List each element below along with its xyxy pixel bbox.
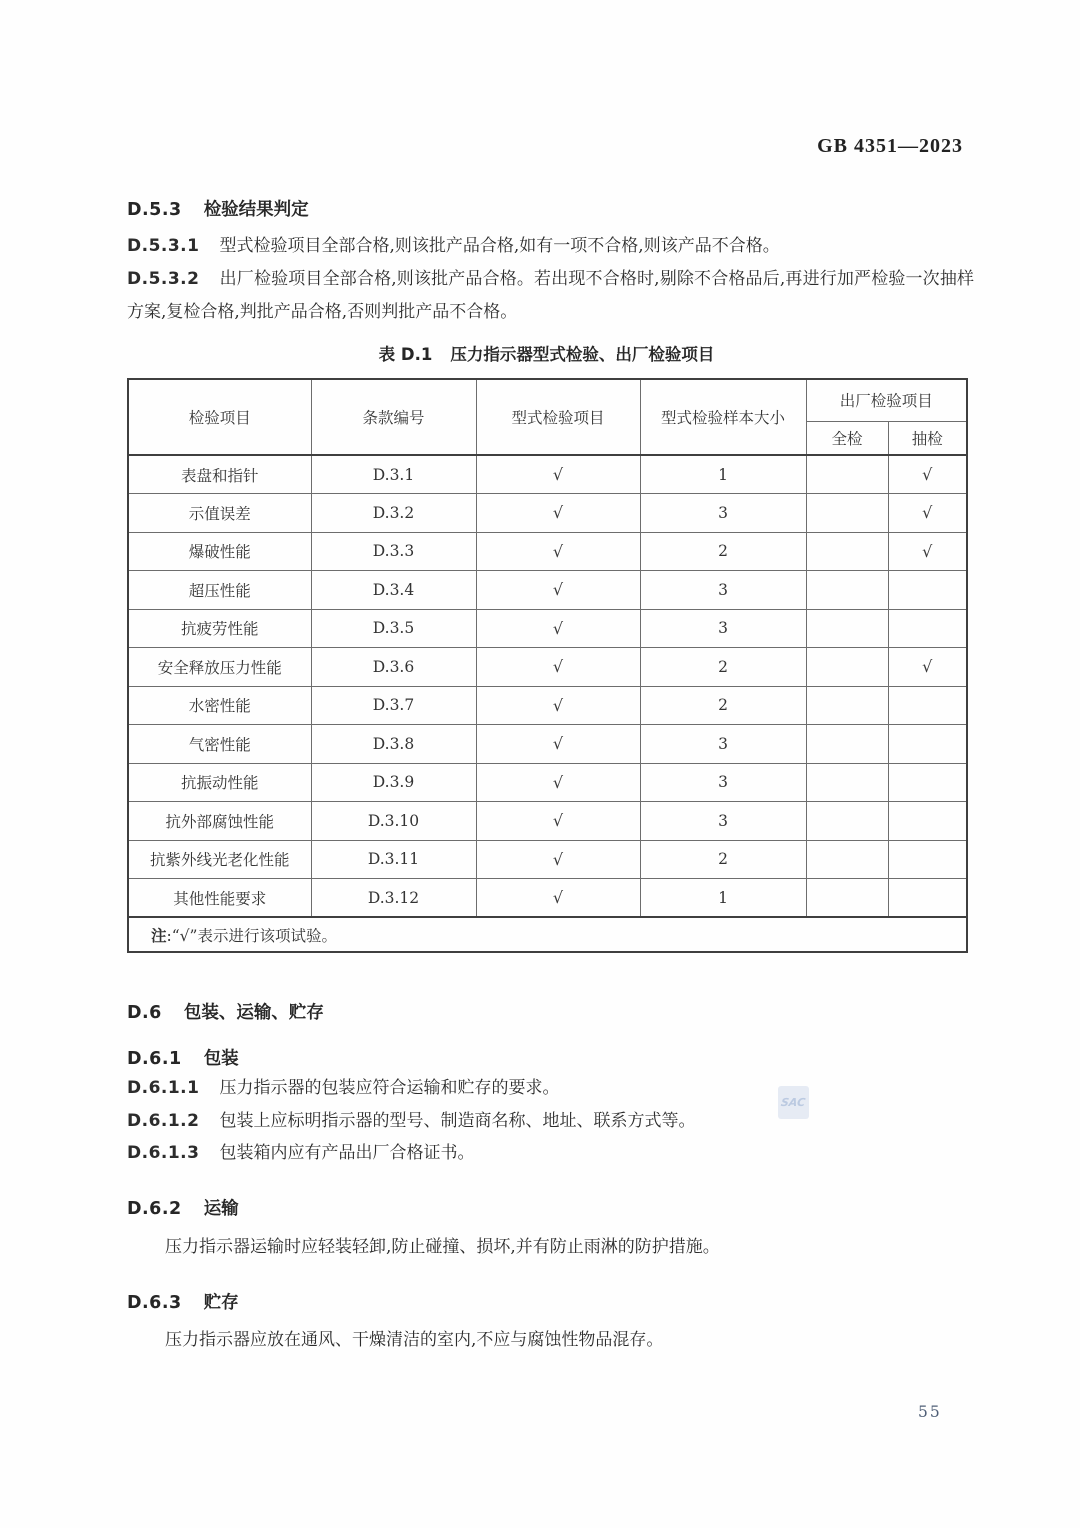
table-title xyxy=(127,341,966,365)
table-row: 表盘和指针 D.3.1 √ 1 √ xyxy=(128,455,967,494)
sac-watermark-logo xyxy=(778,1086,809,1119)
note-label: 注 xyxy=(151,926,167,945)
section-title: 包装、运输、贮存 xyxy=(183,1003,324,1023)
table-row: 水密性能 D.3.7 √ 2 xyxy=(128,686,967,725)
column-header-spot-check: 抽检 xyxy=(888,421,967,455)
section-number: D.5.3 xyxy=(127,200,182,220)
clause-number: D.6.1.2 xyxy=(127,1111,200,1131)
column-header-full-check: 全检 xyxy=(806,421,888,455)
clause-text: 压力指示器运输时应轻装轻卸,防止碰撞、损坏,并有防止雨淋的防护措施。 xyxy=(165,1237,720,1257)
paragraph-d5-3-2 xyxy=(127,263,974,329)
note-text: :“√”表示进行该项试验。 xyxy=(166,926,337,945)
clause-text: 压力指示器应放在通风、干燥清洁的室内,不应与腐蚀性物品混存。 xyxy=(165,1330,664,1350)
paragraph-d6-1-1 xyxy=(127,1072,974,1105)
page-number: 55 xyxy=(918,1403,942,1421)
table-caption: 压力指示器型式检验、出厂检验项目 xyxy=(450,345,715,364)
column-header-factory-group: 出厂检验项目 xyxy=(806,379,967,421)
clause-text: 出厂检验项目全部合格,则该批产品合格。若出现不合格时,剔除不合格品后,再进行加严检验一次抽样方案,复检合格,判批产品合格,否则判批产品不合格。 xyxy=(127,269,974,322)
paragraph-d6-1-2 xyxy=(127,1105,974,1138)
column-header-clause: 条款编号 xyxy=(311,379,476,455)
column-header-item: 检验项目 xyxy=(128,379,311,455)
column-header-type-check: 型式检验项目 xyxy=(476,379,640,455)
table-row: 抗振动性能 D.3.9 √ 3 xyxy=(128,763,967,802)
inspection-items-table xyxy=(127,378,968,953)
table-row: 抗疲劳性能 D.3.5 √ 3 xyxy=(128,609,967,648)
section-number: D.6.2 xyxy=(127,1199,182,1219)
paragraph-d5-3-1 xyxy=(127,230,974,263)
section-number: D.6 xyxy=(127,1003,162,1023)
table-row: 抗外部腐蚀性能 D.3.10 √ 3 xyxy=(128,802,967,841)
table-row: 爆破性能 D.3.3 √ 2 √ xyxy=(128,532,967,571)
watermark-text: SAC xyxy=(780,1096,807,1109)
clause-number: D.6.1.3 xyxy=(127,1143,200,1163)
paragraph-d6-1-3 xyxy=(127,1137,974,1170)
table-row: 抗紫外线光老化性能 D.3.11 √ 2 xyxy=(128,840,967,879)
section-number: D.6.1 xyxy=(127,1049,182,1069)
section-number: D.6.3 xyxy=(127,1293,182,1313)
table-note-row xyxy=(128,917,967,952)
clause-number: D.5.3.2 xyxy=(127,269,200,289)
clause-text: 包装箱内应有产品出厂合格证书。 xyxy=(219,1143,475,1163)
section-title: 检验结果判定 xyxy=(203,200,309,220)
table-row: 气密性能 D.3.8 √ 3 xyxy=(128,725,967,764)
section-heading-d6-3 xyxy=(127,1289,972,1314)
section-heading-d6 xyxy=(127,999,972,1024)
table-row: 示值误差 D.3.2 √ 3 √ xyxy=(128,494,967,533)
column-header-sample-size: 型式检验样本大小 xyxy=(640,379,806,455)
clause-text: 压力指示器的包装应符合运输和贮存的要求。 xyxy=(219,1078,560,1098)
table-header-row xyxy=(128,379,967,421)
section-title: 运输 xyxy=(203,1199,239,1219)
clause-number: D.6.1.1 xyxy=(127,1078,200,1098)
section-title: 包装 xyxy=(203,1049,239,1069)
clause-number: D.5.3.1 xyxy=(127,236,200,256)
paragraph-d6-2-body xyxy=(127,1231,974,1264)
section-heading-d6-1 xyxy=(127,1045,972,1070)
clause-text: 包装上应标明指示器的型号、制造商名称、地址、联系方式等。 xyxy=(219,1111,696,1131)
clause-text: 型式检验项目全部合格,则该批产品合格,如有一项不合格,则该产品不合格。 xyxy=(219,236,780,256)
table-row: 超压性能 D.3.4 √ 3 xyxy=(128,571,967,610)
section-heading-d5-3 xyxy=(127,196,972,221)
table-row: 安全释放压力性能 D.3.6 √ 2 √ xyxy=(128,648,967,687)
table-label: 表 D.1 xyxy=(378,345,433,364)
section-heading-d6-2 xyxy=(127,1195,972,1220)
paragraph-d6-3-body xyxy=(127,1324,974,1357)
doc-standard-number: GB 4351—2023 xyxy=(817,135,963,157)
section-title: 贮存 xyxy=(203,1293,239,1313)
table-row: 其他性能要求 D.3.12 √ 1 xyxy=(128,879,967,918)
